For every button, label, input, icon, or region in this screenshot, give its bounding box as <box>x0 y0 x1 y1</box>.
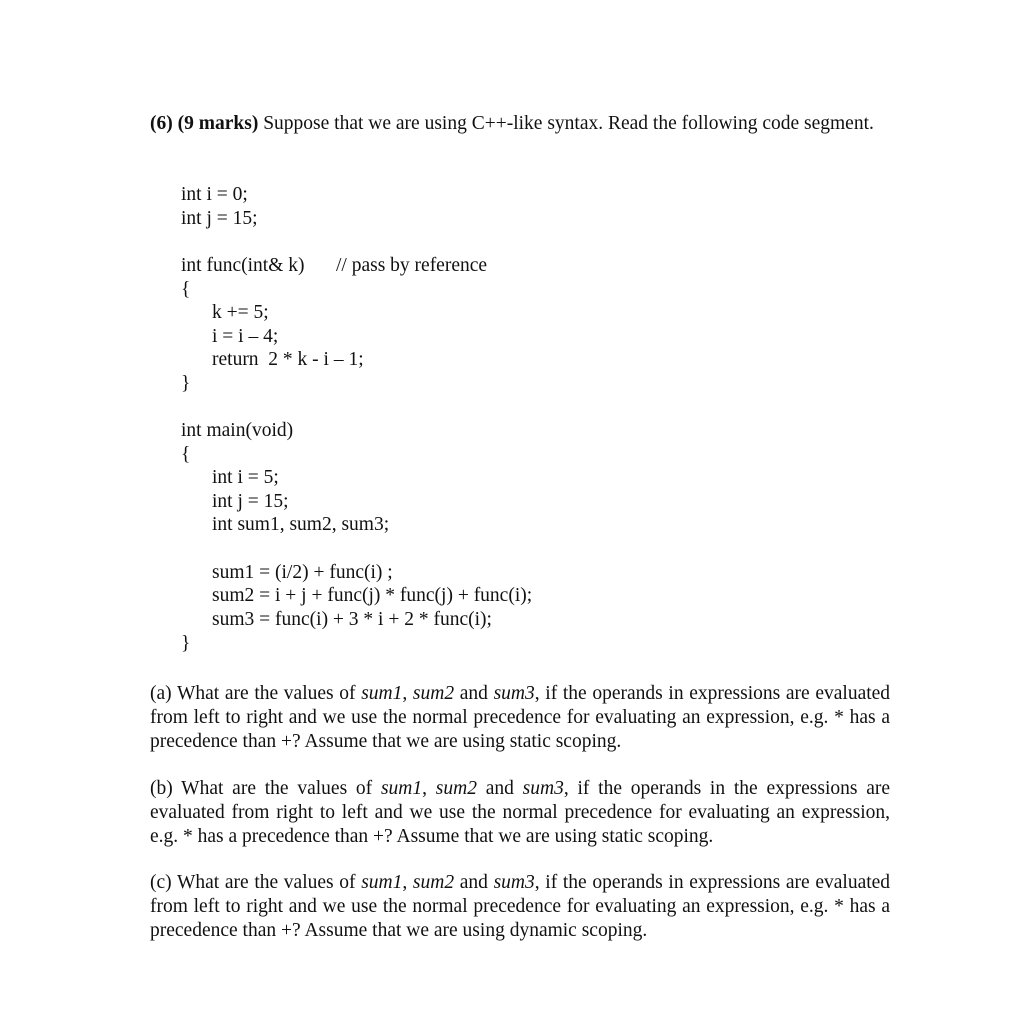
code-line: int i = 0; <box>181 184 248 205</box>
question-marks: (9 marks) <box>177 113 259 134</box>
main-signature: int main(void) <box>181 420 294 441</box>
code-line: int j = 15; <box>181 208 258 229</box>
code-line: sum3 = func(i) + 3 * i + 2 * func(i); <box>212 609 492 630</box>
func-signature: int func(int& k) <box>181 255 305 276</box>
code-brace: { <box>181 279 191 300</box>
code-comment: // pass by reference <box>336 255 488 276</box>
code-brace: { <box>181 444 191 465</box>
code-line: sum2 = i + j + func(j) * func(j) + func(i); <box>212 585 533 606</box>
code-line: return 2 * k - i – 1; <box>212 349 364 370</box>
code-line: i = i – 4; <box>212 326 279 347</box>
code-line: int j = 15; <box>212 491 289 512</box>
question-intro: Suppose that we are using C++-like syntax. Read the following code segment. <box>263 113 874 134</box>
code-brace: } <box>181 373 191 394</box>
part-b: (b) What are the values of sum1, sum2 and sum3, if the operands in the expressions are evaluated from right to left and we use the normal precedence for evaluating an expression, e.g. * has a precedence than +? Assume that we are using static scoping. <box>150 778 891 847</box>
code-line: sum1 = (i/2) + func(i) ; <box>212 562 393 583</box>
code-line: int i = 5; <box>212 467 279 488</box>
part-a: (a) What are the values of sum1, sum2 and sum3, if the operands in expressions are evaluated from left to right and we use the normal precedence for evaluating an expression, e.g. * has a precedence than +? Assume that we are using static scoping. <box>150 683 891 752</box>
question-number: (6) <box>150 113 173 134</box>
code-line: k += 5; <box>212 302 269 323</box>
code-line: int sum1, sum2, sum3; <box>212 514 390 535</box>
question-header <box>150 112 890 136</box>
part-c: (c) What are the values of sum1, sum2 and sum3, if the operands in expressions are evaluated from left to right and we use the normal precedence for evaluating an expression, e.g. * has a precedence than +? Assume that we are using dynamic scoping. <box>150 872 891 941</box>
code-brace: } <box>181 633 191 654</box>
